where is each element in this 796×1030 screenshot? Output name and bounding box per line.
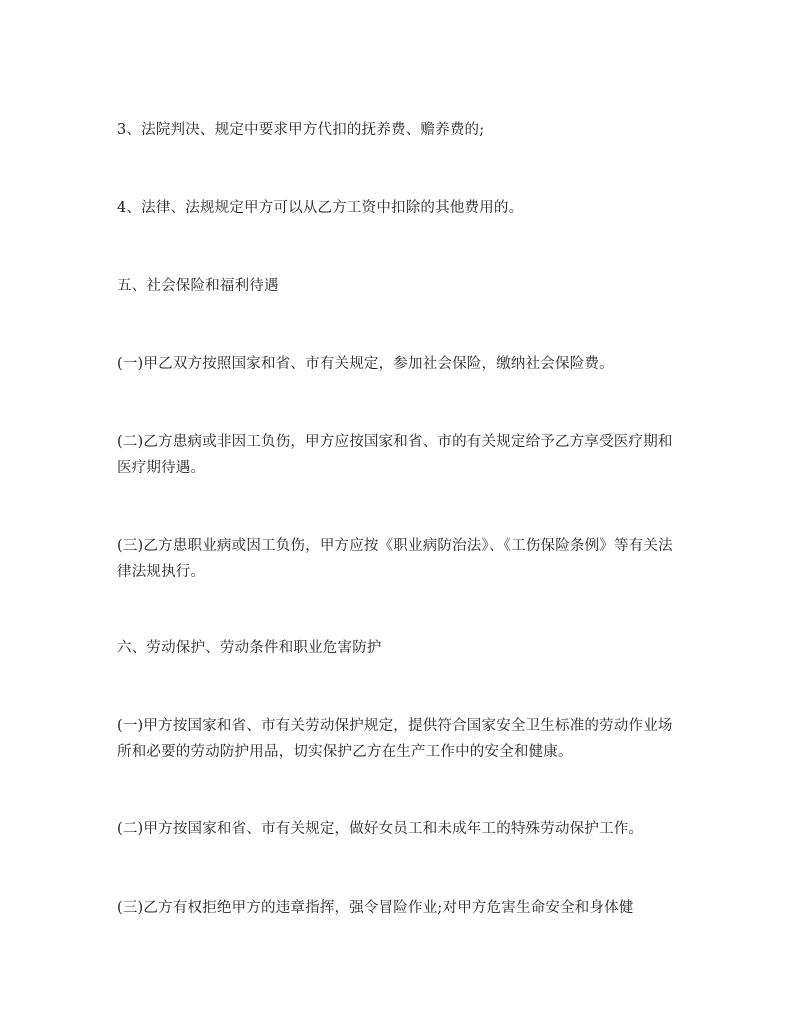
section-heading-labor-protection: 六、劳动保护、劳动条件和职业危害防护 [117, 640, 382, 656]
paragraph-social-insurance-1: (一)甲乙双方按照国家和省、市有关规定，参加社会保险，缴纳社会保险费。 [117, 356, 614, 372]
section-heading-social-insurance: 五、社会保险和福利待遇 [117, 278, 279, 294]
paragraph-item-4: 4、法律、法规规定甲方可以从乙方工资中扣除的其他费用的。 [117, 200, 524, 216]
paragraph-social-insurance-2: (二)乙方患病或非因工负伤，甲方应按国家和省、市的有关规定给予乙方享受医疗期和医疗期待遇。 [117, 434, 673, 476]
paragraph-social-insurance-3: (三)乙方患职业病或因工负伤，甲方应按《职业病防治法》、《工伤保险条例》等有关法律法规执行。 [117, 538, 673, 580]
paragraph-item-3: 3、法院判决、规定中要求甲方代扣的抚养费、赡养费的; [117, 122, 485, 138]
paragraph-labor-protection-2: (二)甲方按国家和省、市有关规定，做好女员工和未成年工的特殊劳动保护工作。 [117, 821, 644, 837]
paragraph-labor-protection-3: (三)乙方有权拒绝甲方的违章指挥，强令冒险作业;对甲方危害生命安全和身体健 [117, 900, 634, 916]
paragraph-labor-protection-1: (一)甲方按国家和省、市有关劳动保护规定，提供符合国家安全卫生标准的劳动作业场所和必要的劳动防护用品，切实保护乙方在生产工作中的安全和健康。 [117, 718, 673, 760]
